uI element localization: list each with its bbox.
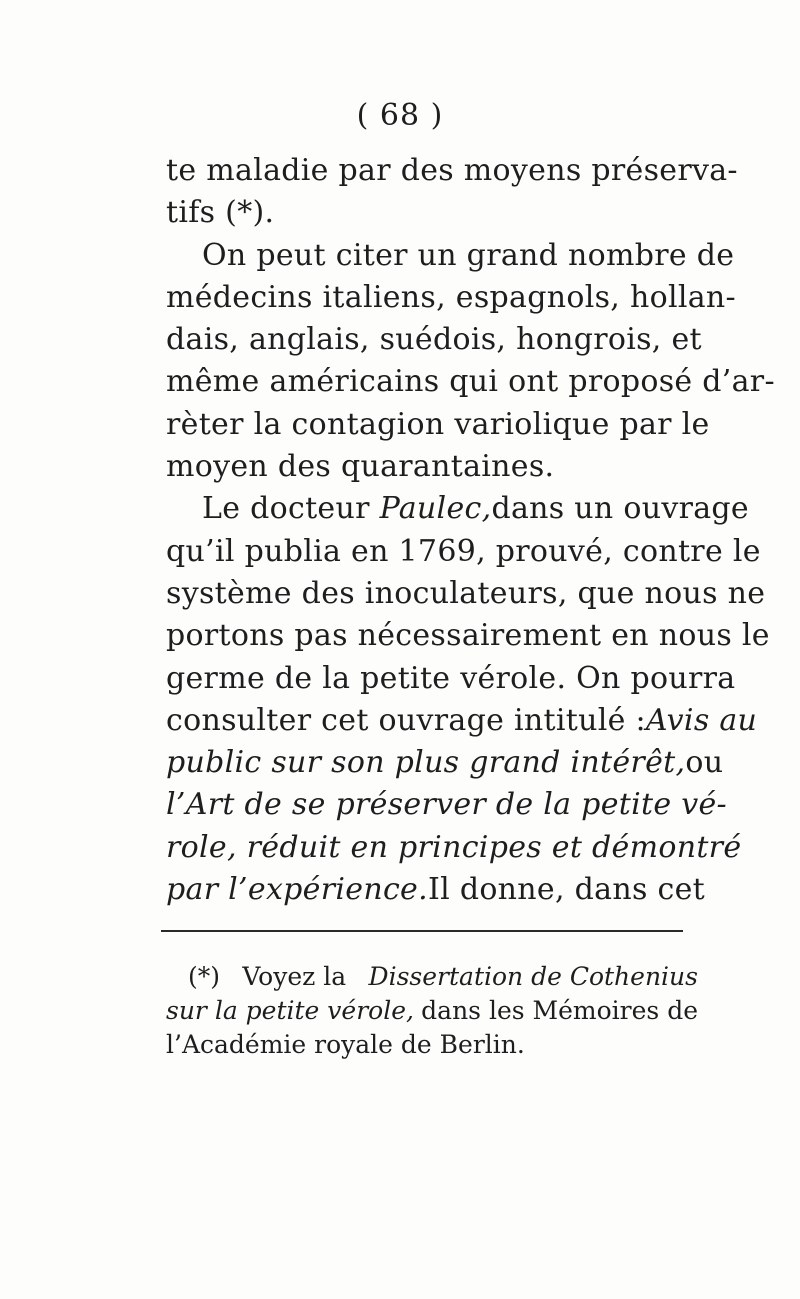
text-line: On peut citer un grand nombre de — [202, 237, 735, 273]
text-run: Il donne, dans cet — [427, 872, 706, 908]
footnote-divider — [161, 930, 683, 932]
text-line: tifs (*). — [166, 195, 275, 231]
text-line: rèter la contagion variolique par le — [166, 406, 710, 442]
footnote-title: Dissertation de Cothenius — [368, 962, 698, 991]
text-run: consulter cet ouvrage intitulé : — [166, 702, 646, 738]
text-line: qu’il publia en 1769, prouvé, contre le — [166, 533, 761, 569]
text-line: médecins italiens, espagnols, hollan- — [166, 279, 736, 315]
text-run: ou — [685, 745, 724, 781]
text-line: germe de la petite vérole. On pourra — [166, 660, 736, 696]
text-line — [166, 827, 742, 869]
text-line: dais, anglais, suédois, hongrois, et — [166, 322, 702, 358]
italic-title: l’Art de se préserver de la petite vé- — [166, 787, 727, 823]
text-run: Le docteur — [202, 491, 370, 527]
footnote-title: sur la petite vérole, — [166, 996, 414, 1025]
footnote-text: dans les Mémoires de — [421, 996, 698, 1025]
italic-title: Avis au — [645, 702, 758, 738]
text-line — [166, 700, 758, 742]
text-line: moyen des quarantaines. — [166, 449, 555, 485]
text-run: dans un ouvrage — [491, 491, 749, 527]
italic-title: role, réduit en principes et démontré — [166, 829, 742, 865]
main-text — [166, 150, 775, 911]
italic-title: par l’expérience. — [166, 872, 428, 908]
footnote-line — [166, 960, 698, 994]
text-line — [166, 784, 727, 826]
footnote-line — [166, 994, 698, 1028]
italic-name: Paulec, — [379, 491, 492, 527]
text-line: même américains qui ont proposé d’ar- — [166, 364, 775, 400]
text-line — [166, 488, 749, 530]
page-number: ( 68 ) — [356, 98, 444, 133]
footnote-marker: (*) — [188, 962, 221, 991]
text-line: système des inoculateurs, que nous ne — [166, 575, 766, 611]
footnote-line: l’Académie royale de Berlin. — [166, 1030, 525, 1059]
text-line: portons pas nécessairement en nous le — [166, 618, 770, 654]
text-line — [166, 742, 724, 784]
footnote — [166, 960, 698, 1062]
text-line: te maladie par des moyens préserva- — [166, 153, 738, 188]
italic-title: public sur son plus grand intérêt, — [166, 745, 686, 781]
footnote-text: Voyez la — [242, 962, 347, 991]
text-line — [166, 869, 706, 911]
